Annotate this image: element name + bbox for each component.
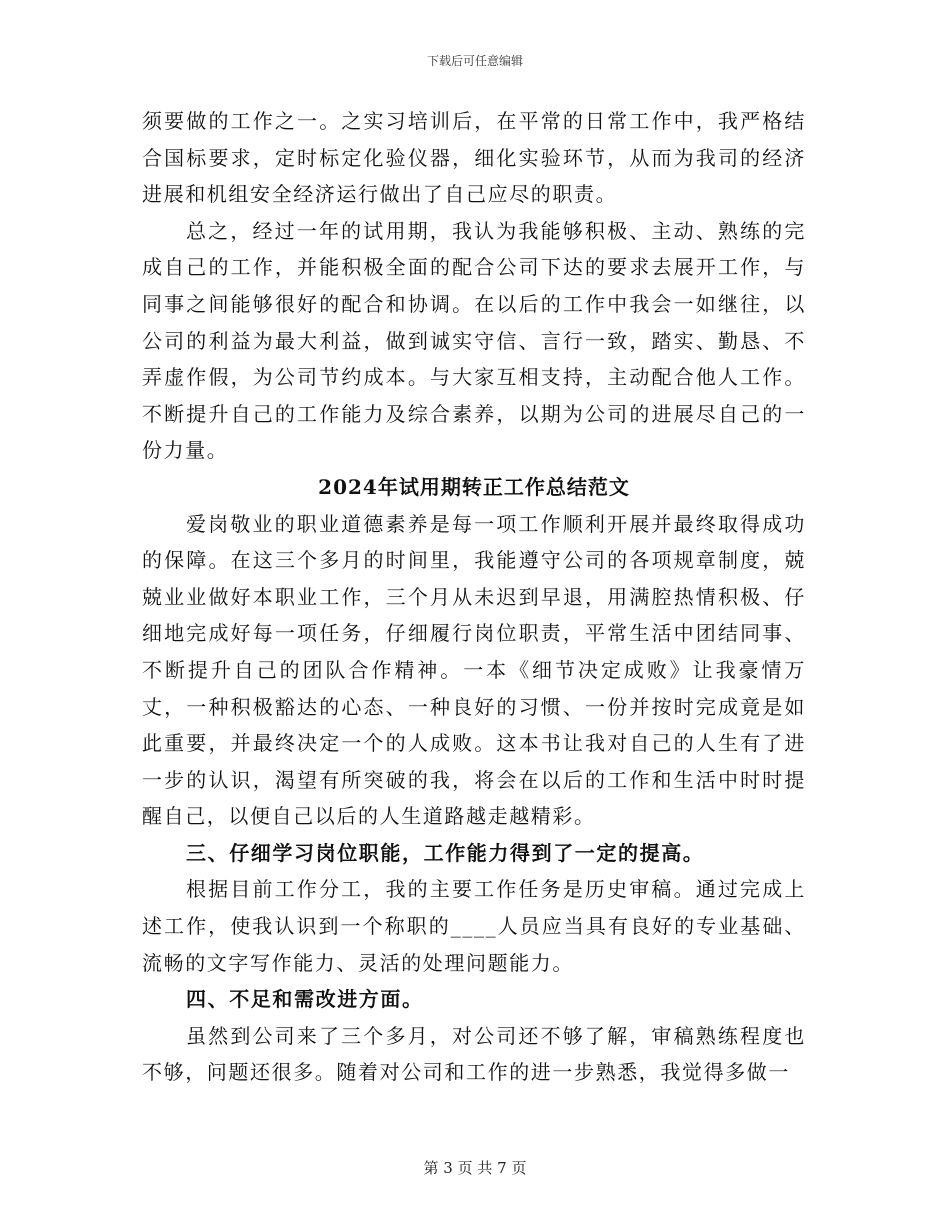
paragraph-3: 爱岗敬业的职业道德素养是每一项工作顺利开展并最终取得成功的保障。在这三个多月的时间里，我能遵守公司的各项规章制度，兢兢业业做好本职业工作，三个月从未迟到早退，用满腔热情积极、仔细地完成好每一项任务，仔细履行岗位职责，平常生活中团结同事、不断提升自己的团队合作精神。一本《细节决定成败》让我豪情万丈，一种积极豁达的心态、一种良好的习惯、一份并按时完成竟是如此重要，并最终决定一个的人成败。这本书让我对自己的人生有了进一步的认识，渴望有所突破的我，将会在以后的工作和生活中时时提醒自己，以便自己以后的人生道路越走越精彩。 (142, 511, 806, 829)
section-heading-4: 四、不足和需改进方面。 (186, 987, 424, 1012)
paragraph-1: 须要做的工作之一。之实习培训后，在平常的日常工作中，我严格结合国标要求，定时标定化验仪器，细化实验环节，从而为我司的经济进展和机组安全经济运行做出了自己应尽的职责。 (142, 109, 806, 207)
section-title: 2024年试用期转正工作总结范文 (318, 474, 630, 499)
document-body (142, 103, 806, 1091)
paragraph-4: 根据目前工作分工，我的主要工作任务是历史审稿。通过完成上述工作，使我认识到一个称职的____人员应当具有良好的专业基础、流畅的文字写作能力、灵活的处理问题能力。 (142, 877, 806, 975)
page-footer: 第 3 页 共 7 页 (423, 1159, 527, 1177)
paragraph-2: 总之，经过一年的试用期，我认为我能够积极、主动、熟练的完成自己的工作，并能积极全面的配合公司下达的要求去展开工作，与同事之间能够很好的配合和协调。在以后的工作中我会一如继往，以公司的利益为最大利益，做到诚实守信、言行一致，踏实、勤恳、不弄虚作假，为公司节约成本。与大家互相支持，主动配合他人工作。不断提升自己的工作能力及综合素养，以期为公司的进展尽自己的一份力量。 (142, 218, 806, 463)
section-heading-3: 三、仔细学习岗位职能，工作能力得到了一定的提高。 (186, 840, 705, 865)
paragraph-5: 虽然到公司来了三个多月，对公司还不够了解，审稿熟练程度也不够，问题还很多。随着对公司和工作的进一步熟悉，我觉得多做一 (142, 1023, 806, 1085)
page-header: 下载后可任意编辑 (426, 54, 523, 68)
